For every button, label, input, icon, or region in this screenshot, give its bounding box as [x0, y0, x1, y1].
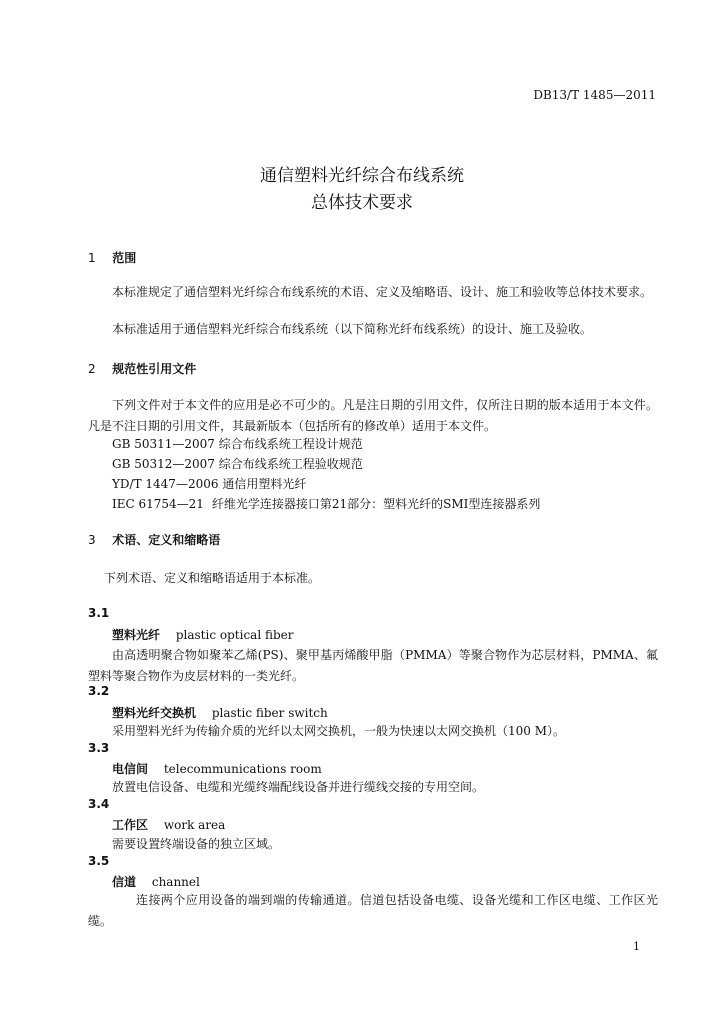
section-2-number: 2 — [88, 362, 96, 376]
term-definition: 采用塑料光纤为传输介质的光纤以太网交换机，一般为快速以太网交换机（100 M）。 — [112, 724, 566, 738]
term-definition: 连接两个应用设备的端到端的传输通道。信道包括设备电缆、设备光缆和工作区电缆、工作区光缆。 — [88, 893, 658, 928]
reference-item — [112, 455, 363, 473]
scope-paragraph-2: 本标准适用于通信塑料光纤综合布线系统（以下简称光纤布线系统）的设计、施工及验收。 — [112, 322, 593, 336]
section-3-title: 术语、定义和缩略语 — [112, 533, 221, 547]
term-name-zh: 工作区 — [112, 818, 149, 832]
title-line-1: 通信塑料光纤综合布线系统 — [260, 166, 464, 186]
section-2-heading — [88, 360, 196, 377]
term-definition: 放置电信设备、电缆和光缆终端配线设备并进行缆线交接的专用空间。 — [112, 780, 485, 794]
term-number: 3.3 — [88, 741, 110, 755]
reference-item — [112, 435, 363, 453]
normative-intro: 下列文件对于本文件的应用是必不可少的。凡是注日期的引用文件，仅所注日期的版本适用于本文件。凡是不注日期的引用文件，其最新版本（包括所有的修改单）适用于本文件。 — [88, 398, 658, 433]
reference-title: 通信用塑料光纤 — [222, 477, 307, 491]
term-name-en: telecommunications room — [163, 762, 322, 776]
section-3-heading — [88, 531, 220, 548]
standard-number: DB13/T 1485—2011 — [533, 88, 656, 102]
reference-item — [112, 475, 306, 493]
reference-title: 综合布线系统工程验收规范 — [218, 457, 363, 471]
term-definition: 由高透明聚合物如聚苯乙烯(PS)、聚甲基丙烯酸甲脂（PMMA）等聚合物作为芯层材料，PMMA、氟塑料等聚合物作为皮层材料的一类光纤。 — [88, 648, 658, 683]
term-number: 3.4 — [88, 797, 110, 811]
section-1-heading — [88, 249, 136, 266]
page-number: 1 — [633, 940, 640, 953]
term-name-en: channel — [151, 875, 200, 889]
term-entry — [112, 816, 225, 833]
reference-title: 综合布线系统工程设计规范 — [218, 437, 363, 451]
section-3-number: 3 — [88, 533, 96, 547]
term-number: 3.5 — [88, 854, 110, 868]
reference-code: IEC 61754—21 — [112, 497, 204, 511]
scope-paragraph-1: 本标准规定了通信塑料光纤综合布线系统的术语、定义及缩略语、设计、施工和验收等总体技术要求。 — [112, 285, 653, 299]
title-line-2: 总体技术要求 — [311, 193, 413, 213]
section-1-title: 范围 — [112, 251, 137, 265]
term-number: 3.2 — [88, 684, 110, 698]
reference-code: YD/T 1447—2006 — [112, 477, 219, 491]
term-name-zh: 电信间 — [112, 762, 149, 776]
term-entry — [112, 704, 328, 721]
term-name-zh: 塑料光纤 — [112, 628, 161, 642]
term-definition: 需要设置终端设备的独立区域。 — [112, 837, 281, 851]
reference-title: 纤维光学连接器接口第21部分：塑料光纤的SMI型连接器系列 — [211, 497, 541, 511]
reference-item — [112, 495, 540, 513]
section-1-number: 1 — [88, 251, 96, 265]
term-entry — [112, 626, 294, 643]
term-name-en: plastic fiber switch — [211, 706, 328, 720]
term-number: 3.1 — [88, 606, 110, 620]
reference-code: GB 50311—2007 — [112, 437, 215, 451]
term-entry — [112, 760, 322, 777]
term-name-en: plastic optical fiber — [175, 628, 294, 642]
terms-intro: 下列术语、定义和缩略语适用于本标准。 — [104, 571, 321, 585]
reference-code: GB 50312—2007 — [112, 457, 215, 471]
term-name-zh: 信道 — [112, 875, 137, 889]
term-name-zh: 塑料光纤交换机 — [112, 706, 197, 720]
term-entry — [112, 873, 200, 890]
section-2-title: 规范性引用文件 — [112, 362, 197, 376]
term-name-en: work area — [163, 818, 226, 832]
